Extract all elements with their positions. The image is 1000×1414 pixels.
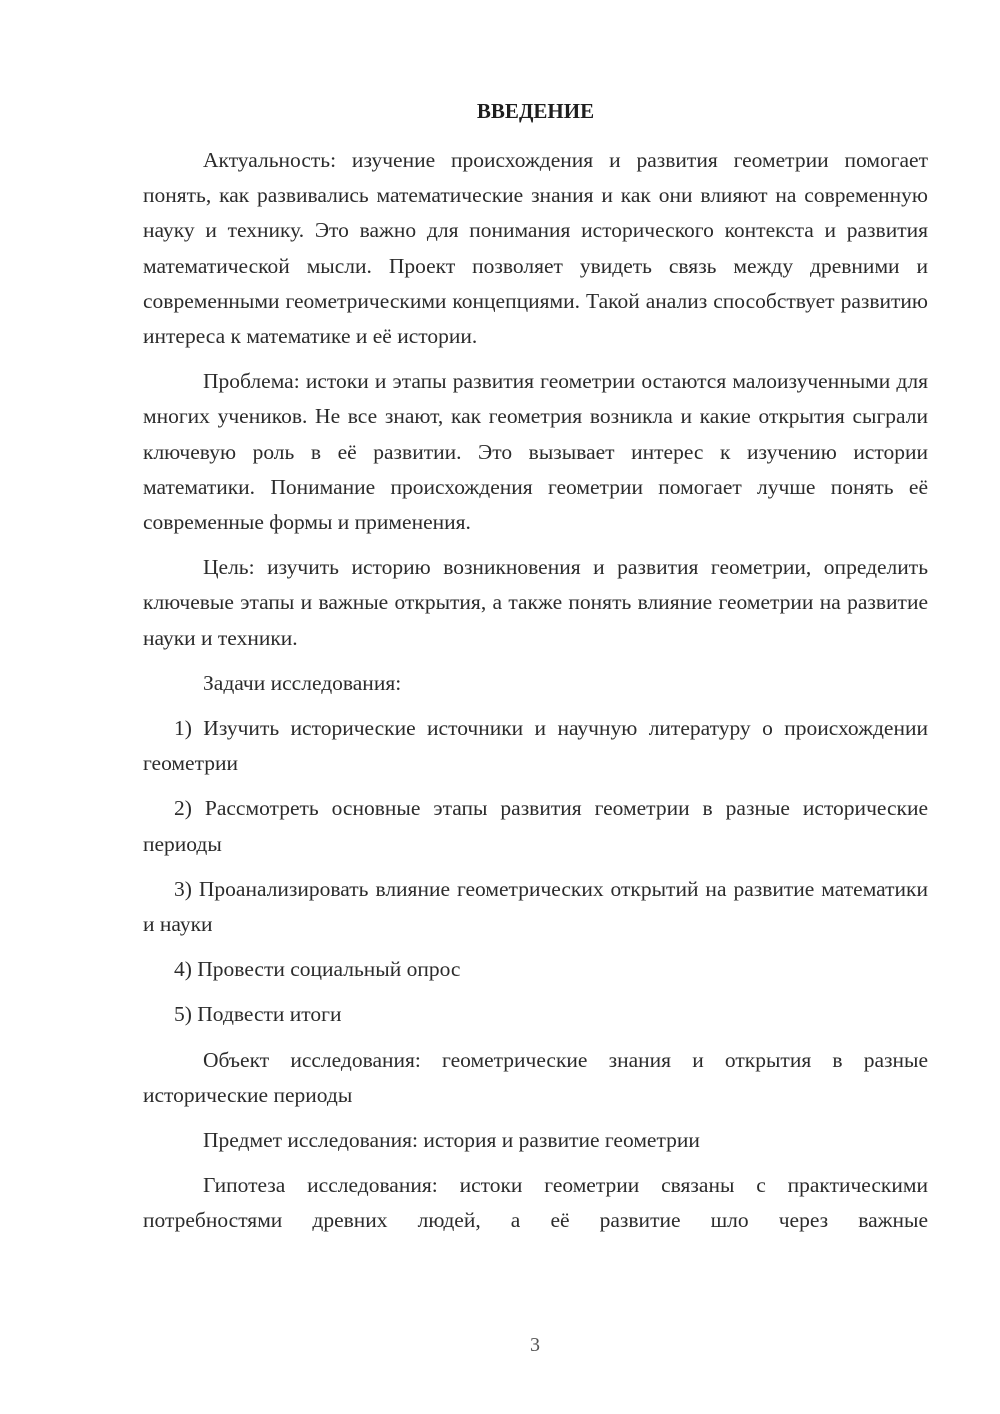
list-item: 1) Изучить исторические источники и научную литературу о происхождении геометрии (143, 716, 928, 776)
list-item: 3) Проанализировать влияние геометрических открытий на развитие математики и науки (143, 876, 928, 937)
list-item: 5) Подвести итоги (174, 1002, 342, 1027)
relevance-paragraph: Актуальность: изучение происхождения и развития геометрии помогает понять, как развивались математические знания и как они влияют на современную науку и технику. Это важно для понимания исторического контекста и развития математической мысли. Проект позволяет увидеть связь между древними и современными геометрическими концепциями. Такой анализ способствует развитию интереса к математике и её истории. (143, 148, 928, 349)
tasks-intro: Задачи исследования: (203, 670, 402, 695)
document-body (143, 143, 928, 1249)
problem-paragraph: Проблема: истоки и этапы развития геометрии остаются малоизученными для многих учеников. Не все знают, как геометрия возникла и какие открытия сыграли ключевую роль в её развитии. Это вызывает интерес к изучению истории математики. Понимание происхождения геометрии помогает лучше понять её современные формы и применения. (143, 369, 928, 535)
subject-paragraph: Предмет исследования: история и развитие геометрии (203, 1128, 700, 1153)
object-paragraph: Объект исследования: геометрические знания и открытия в разные исторические периоды (143, 1047, 928, 1107)
list-item: 2) Рассмотреть основные этапы развития геометрии в разные исторические периоды (143, 796, 928, 856)
goal-paragraph: Цель: изучить историю возникновения и развития геометрии, определить ключевые этапы и важные открытия, а также понять влияние геометрии на развитие науки и техники. (143, 555, 928, 650)
page-number: 3 (530, 1334, 540, 1356)
page-title: ВВЕДЕНИЕ (476, 99, 595, 123)
hypothesis-paragraph: Гипотеза исследования: истоки геометрии связаны с практическими потребностями древних людей, а её развитие шло через важные (143, 1173, 928, 1233)
list-item: 4) Провести социальный опрос (174, 957, 461, 982)
